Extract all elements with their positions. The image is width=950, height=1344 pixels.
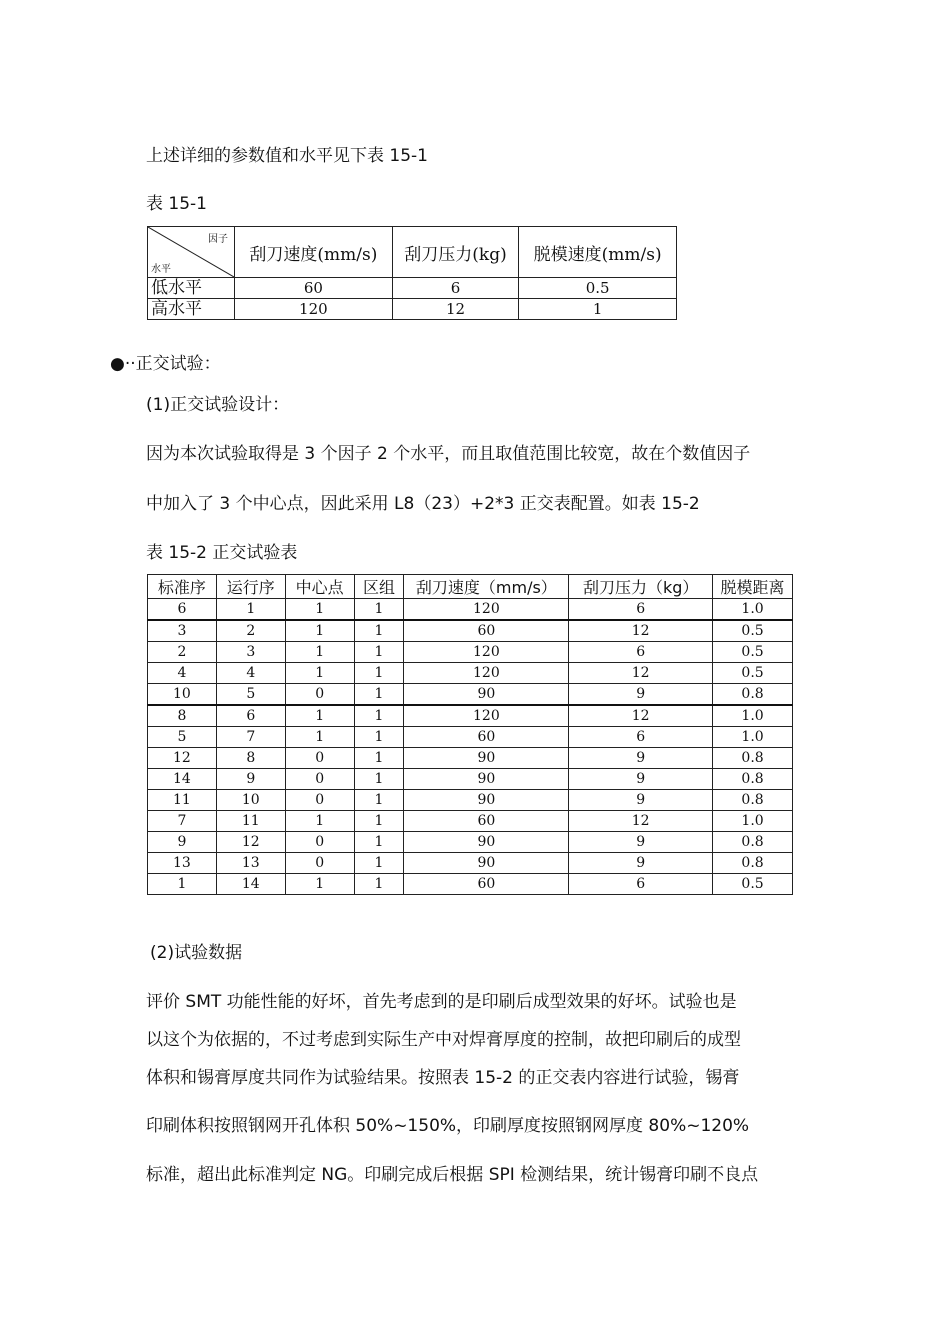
table-cell: 1 <box>285 620 354 642</box>
table-cell: 1 <box>354 811 404 832</box>
table-cell: 9 <box>569 769 713 790</box>
table-cell: 4 <box>148 663 217 684</box>
table-cell: 4 <box>216 663 285 684</box>
table-cell: 60 <box>404 874 569 895</box>
table-row <box>148 874 793 895</box>
table-cell: 11 <box>148 790 217 811</box>
table-cell: 0.8 <box>713 790 793 811</box>
table-cell: 120 <box>404 599 569 621</box>
table-cell: 0 <box>285 748 354 769</box>
eval-paragraph-line: 以这个为依据的，不过考虑到实际生产中对焊膏厚度的控制，故把印刷后的成型 <box>146 1030 741 1050</box>
table-cell: 0.8 <box>713 769 793 790</box>
table-cell: 14 <box>216 874 285 895</box>
table-cell: 6 <box>148 599 217 621</box>
column-header: 脱模速度(mm/s) <box>519 227 677 278</box>
table-cell: 120 <box>404 642 569 663</box>
table-cell: 8 <box>216 748 285 769</box>
table-header-row <box>148 575 793 599</box>
table-row <box>148 748 793 769</box>
table-cell: 60 <box>404 727 569 748</box>
table-cell: 0.8 <box>713 832 793 853</box>
table-cell: 0 <box>285 769 354 790</box>
table-row <box>148 642 793 663</box>
diagonal-header-cell <box>148 227 235 278</box>
table-cell: 5 <box>148 727 217 748</box>
table-cell: 1 <box>285 663 354 684</box>
table-row <box>148 769 793 790</box>
table-cell: 1 <box>285 705 354 727</box>
table-cell: 12 <box>569 620 713 642</box>
table-cell: 10 <box>216 790 285 811</box>
factor-label: 因子 <box>208 234 228 245</box>
eval-paragraph-line: 印刷体积按照钢网开孔体积 50%~150%，印刷厚度按照钢网厚度 80%~120% <box>146 1116 750 1136</box>
table-cell: 120 <box>404 705 569 727</box>
orthogonal-test-table <box>147 574 793 895</box>
table-row <box>148 684 793 706</box>
table-cell: 1 <box>354 853 404 874</box>
table-cell: 1.0 <box>713 599 793 621</box>
table-cell: 2 <box>148 642 217 663</box>
table-cell: 1 <box>354 727 404 748</box>
bullet-heading: ●··正交试验： <box>110 354 221 374</box>
table-cell: 120 <box>404 663 569 684</box>
table-cell: 1 <box>354 663 404 684</box>
table-cell: 6 <box>569 642 713 663</box>
table-cell: 1 <box>285 874 354 895</box>
eval-paragraph-line: 标准，超出此标准判定 NG。印刷完成后根据 SPI 检测结果，统计锡膏印刷不良点 <box>146 1165 759 1185</box>
table-cell: 60 <box>235 278 393 299</box>
table-cell: 90 <box>404 832 569 853</box>
table-cell: 1 <box>354 599 404 621</box>
table-cell: 120 <box>235 299 393 320</box>
table-cell: 0.5 <box>713 663 793 684</box>
table-cell: 13 <box>216 853 285 874</box>
table-cell: 0.8 <box>713 853 793 874</box>
section-data: (2)试验数据 <box>150 943 243 963</box>
section-design: (1)正交试验设计： <box>146 395 290 415</box>
table-cell: 1 <box>216 599 285 621</box>
table-cell: 6 <box>569 599 713 621</box>
table-cell: 1 <box>354 620 404 642</box>
table-cell: 60 <box>404 620 569 642</box>
table-cell: 0.5 <box>713 874 793 895</box>
table-cell: 6 <box>216 705 285 727</box>
table-cell: 1 <box>148 874 217 895</box>
table-cell: 0.8 <box>713 748 793 769</box>
table-cell: 12 <box>148 748 217 769</box>
table-cell: 13 <box>148 853 217 874</box>
table-cell: 9 <box>148 832 217 853</box>
parameter-level-table <box>147 226 677 320</box>
table-row <box>148 727 793 748</box>
eval-paragraph-line: 评价 SMT 功能性能的好坏，首先考虑到的是印刷后成型效果的好坏。试验也是 <box>146 992 737 1012</box>
table-cell: 9 <box>569 832 713 853</box>
table-cell: 3 <box>216 642 285 663</box>
table-cell: 1 <box>354 874 404 895</box>
intro-paragraph: 上述详细的参数值和水平见下表 15-1 <box>146 146 428 166</box>
table-cell: 14 <box>148 769 217 790</box>
row-label: 低水平 <box>148 278 235 299</box>
column-header: 脱模距离 <box>713 575 793 599</box>
table-row <box>148 832 793 853</box>
column-header: 刮刀速度（mm/s） <box>404 575 569 599</box>
table-cell: 60 <box>404 811 569 832</box>
table-cell: 1 <box>354 748 404 769</box>
column-header: 刮刀速度(mm/s) <box>235 227 393 278</box>
table-cell: 90 <box>404 769 569 790</box>
table-cell: 0.8 <box>713 684 793 706</box>
table-row <box>148 663 793 684</box>
table-cell: 5 <box>216 684 285 706</box>
table-cell: 1.0 <box>713 811 793 832</box>
table-row <box>148 299 677 320</box>
table-cell: 0 <box>285 853 354 874</box>
table-cell: 6 <box>569 874 713 895</box>
table-cell: 90 <box>404 790 569 811</box>
table-cell: 1 <box>285 599 354 621</box>
table-cell: 1 <box>354 705 404 727</box>
table-cell: 2 <box>216 620 285 642</box>
column-header: 刮刀压力（kg） <box>569 575 713 599</box>
table-cell: 1 <box>519 299 677 320</box>
table-cell: 0 <box>285 832 354 853</box>
table-cell: 9 <box>569 853 713 874</box>
table-cell: 0 <box>285 684 354 706</box>
table-cell: 1 <box>354 684 404 706</box>
table-row <box>148 790 793 811</box>
table-cell: 12 <box>392 299 519 320</box>
column-header: 中心点 <box>285 575 354 599</box>
table-cell: 6 <box>569 727 713 748</box>
table-15-2-caption: 表 15-2 正交试验表 <box>146 543 298 563</box>
table-cell: 1.0 <box>713 727 793 748</box>
table-cell: 3 <box>148 620 217 642</box>
table-cell: 90 <box>404 748 569 769</box>
table-row <box>148 278 677 299</box>
table-cell: 9 <box>569 748 713 769</box>
table-row <box>148 811 793 832</box>
table-cell: 10 <box>148 684 217 706</box>
table-cell: 8 <box>148 705 217 727</box>
table-cell: 6 <box>392 278 519 299</box>
table-cell: 9 <box>569 790 713 811</box>
table-cell: 12 <box>569 705 713 727</box>
table-cell: 1 <box>285 811 354 832</box>
table-cell: 12 <box>216 832 285 853</box>
table-cell: 11 <box>216 811 285 832</box>
table-cell: 1 <box>285 642 354 663</box>
table-cell: 1.0 <box>713 705 793 727</box>
table-row <box>148 599 793 621</box>
table-cell: 90 <box>404 853 569 874</box>
column-header: 刮刀压力(kg) <box>392 227 519 278</box>
table-cell: 0 <box>285 790 354 811</box>
design-paragraph-line: 中加入了 3 个中心点，因此采用 L8（23）+2*3 正交表配置。如表 15-2 <box>146 494 700 514</box>
table-cell: 1 <box>354 832 404 853</box>
table-row <box>148 620 793 642</box>
row-label: 高水平 <box>148 299 235 320</box>
column-header: 标准序 <box>148 575 217 599</box>
table-row <box>148 705 793 727</box>
table-cell: 1 <box>354 769 404 790</box>
table-cell: 0.5 <box>519 278 677 299</box>
table-cell: 9 <box>216 769 285 790</box>
table-cell: 9 <box>569 684 713 706</box>
column-header: 运行序 <box>216 575 285 599</box>
table-cell: 7 <box>148 811 217 832</box>
level-label: 水平 <box>151 264 171 275</box>
table-cell: 12 <box>569 663 713 684</box>
table-15-1-caption: 表 15-1 <box>146 194 207 214</box>
design-paragraph-line: 因为本次试验取得是 3 个因子 2 个水平，而且取值范围比较宽，故在个数值因子 <box>146 444 751 464</box>
table-row <box>148 853 793 874</box>
table-cell: 1 <box>354 790 404 811</box>
table-cell: 90 <box>404 684 569 706</box>
table-cell: 1 <box>285 727 354 748</box>
table-cell: 7 <box>216 727 285 748</box>
table-cell: 1 <box>354 642 404 663</box>
table-cell: 0.5 <box>713 620 793 642</box>
column-header: 区组 <box>354 575 404 599</box>
table-cell: 12 <box>569 811 713 832</box>
eval-paragraph-line: 体积和锡膏厚度共同作为试验结果。按照表 15-2 的正交表内容进行试验，锡膏 <box>146 1068 740 1088</box>
table-cell: 0.5 <box>713 642 793 663</box>
